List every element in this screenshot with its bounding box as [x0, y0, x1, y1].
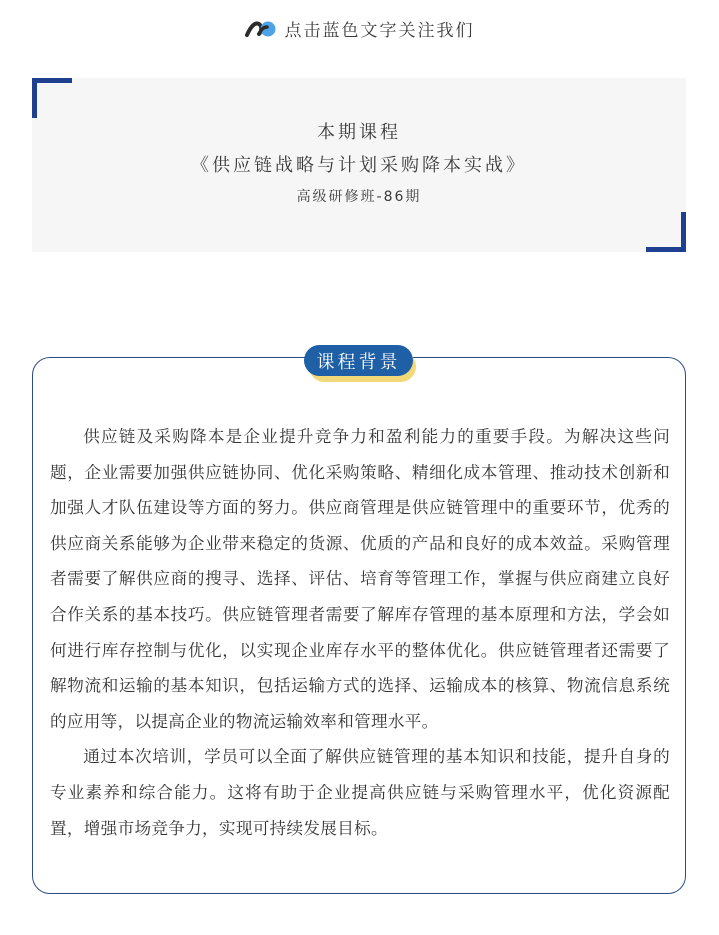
course-title: 《供应链战略与计划采购降本实战》: [191, 155, 527, 176]
course-label: 本期课程: [317, 122, 401, 143]
follow-link[interactable]: [0, 14, 719, 42]
course-session: 高级研修班-86期: [296, 189, 422, 205]
follow-text[interactable]: 点击蓝色文字关注我们: [284, 20, 475, 41]
wave-logo-icon: [245, 18, 277, 38]
course-title-block: [32, 78, 686, 207]
corner-bracket-bottom-right: [646, 212, 686, 252]
paragraph: 通过本次培训，学员可以全面了解供应链管理的基本知识和技能，提升自身的专业素养和综合能力。这将有助于企业提高供应链与采购管理水平，优化资源配置，增强市场竞争力，实现可持续发展目标。: [50, 747, 670, 838]
paragraph: 供应链及采购降本是企业提升竞争力和盈利能力的重要手段。为解决这些问题，企业需要加强供应链协同、优化采购策略、精细化成本管理、推动技术创新和加强人才队伍建设等方面的努力。供应商管理是供应链管理中的重要环节，优秀的供应商关系能够为企业带来稳定的货源、优质的产品和良好的成本效益。采购管理者需要了解供应商的搜寻、选择、评估、培育等管理工作，掌握与供应商建立良好合作关系的基本技巧。供应链管理者需要了解库存管理的基本原理和方法，学会如何进行库存控制与优化，以实现企业库存水平的整体优化。供应链管理者还需要了解物流和运输的基本知识，包括运输方式的选择、运输成本的核算、物流信息系统的应用等，以提高企业的物流运输效率和管理水平。: [50, 427, 670, 731]
section-tag: 课程背景: [304, 345, 413, 376]
section-content: [50, 419, 670, 846]
